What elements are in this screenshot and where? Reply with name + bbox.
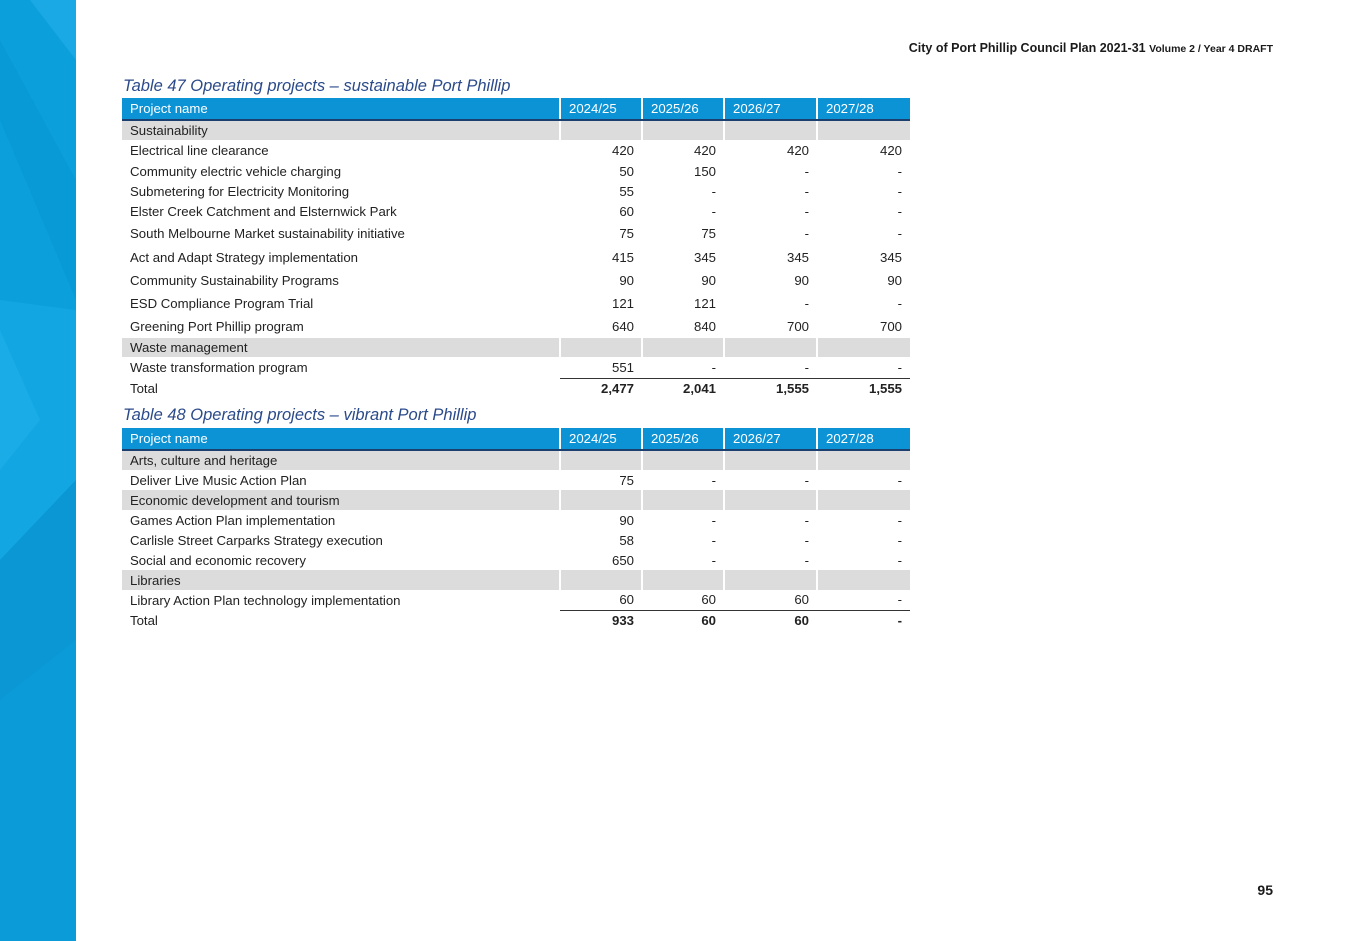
value-cell: - (804, 512, 809, 528)
section-empty-cell (817, 120, 910, 140)
value-cell: - (897, 472, 902, 488)
value-cell: 933 (560, 610, 642, 631)
value-cell: - (804, 552, 809, 568)
value-cell: - (804, 532, 809, 548)
project-name-cell: Community electric vehicle charging (130, 163, 342, 179)
value-cell: - (711, 532, 716, 548)
value-cell: - (817, 610, 910, 631)
section-empty-cell (724, 570, 817, 590)
value-cell: 60 (619, 592, 634, 608)
column-header-year: 2026/27 (724, 98, 817, 120)
value-cell: 1,555 (817, 378, 910, 399)
column-header-year: 2027/28 (817, 98, 910, 120)
section-row (122, 120, 910, 140)
operating-projects-table-sustainable (122, 98, 910, 399)
value-cell: - (897, 512, 902, 528)
value-cell: 150 (693, 163, 716, 179)
section-empty-cell (724, 450, 817, 470)
section-empty-cell (560, 450, 642, 470)
value-cell: 551 (611, 359, 634, 375)
section-empty-cell (642, 490, 724, 510)
document-title: City of Port Phillip Council Plan 2021-31 (908, 41, 1146, 55)
section-label: Arts, culture and heritage (122, 450, 560, 470)
value-cell: - (804, 359, 809, 375)
value-cell: - (804, 183, 809, 199)
value-cell: 58 (619, 532, 634, 548)
decorative-side-band (0, 0, 76, 941)
table-row (122, 292, 910, 314)
value-cell: - (711, 472, 716, 488)
value-cell: - (711, 552, 716, 568)
section-empty-cell (724, 120, 817, 140)
table-row (122, 269, 910, 292)
section-empty-cell (642, 120, 724, 140)
value-cell: 90 (887, 273, 902, 288)
value-cell: 640 (611, 318, 634, 334)
section-empty-cell (642, 570, 724, 590)
section-empty-cell (560, 338, 642, 357)
value-cell: 700 (786, 318, 809, 334)
project-name-cell: Waste transformation program (130, 360, 308, 375)
value-cell: - (804, 203, 809, 219)
value-cell: 420 (786, 143, 809, 158)
value-cell: 60 (642, 610, 724, 631)
document-header (909, 41, 1273, 55)
project-name-cell: Electrical line clearance (130, 143, 269, 158)
value-cell: 90 (619, 273, 634, 288)
value-cell: 60 (701, 592, 716, 608)
column-header-year: 2025/26 (642, 428, 724, 450)
value-cell: 121 (693, 295, 716, 311)
section-label: Sustainability (122, 120, 560, 140)
section-empty-cell (817, 450, 910, 470)
value-cell: 345 (693, 250, 716, 265)
column-header-year: 2024/25 (560, 428, 642, 450)
value-cell: - (897, 592, 902, 608)
value-cell: 75 (701, 226, 716, 241)
value-cell: 650 (611, 552, 634, 568)
table-row (122, 470, 910, 490)
project-name-cell: Games Action Plan implementation (130, 512, 336, 528)
section-empty-cell (817, 338, 910, 357)
table-row (122, 246, 910, 269)
value-cell: - (897, 532, 902, 548)
section-label: Libraries (122, 570, 560, 590)
project-name-cell: Submetering for Electricity Monitoring (130, 183, 350, 199)
value-cell: 121 (611, 295, 634, 311)
section-empty-cell (642, 338, 724, 357)
value-cell: - (804, 226, 809, 241)
column-header-year: 2026/27 (724, 428, 817, 450)
value-cell: - (804, 295, 809, 311)
section-empty-cell (817, 490, 910, 510)
project-name-cell: Elster Creek Catchment and Elsternwick Park (130, 203, 397, 219)
section-row (122, 338, 910, 357)
value-cell: - (711, 203, 716, 219)
value-cell: - (711, 359, 716, 375)
section-label: Economic development and tourism (122, 490, 560, 510)
value-cell: - (897, 163, 902, 179)
value-cell: 90 (701, 273, 716, 288)
table-header-row (122, 428, 910, 450)
project-name-cell: Greening Port Phillip program (130, 318, 304, 334)
value-cell: 1,555 (724, 378, 817, 399)
value-cell: 420 (879, 143, 902, 158)
value-cell: - (897, 203, 902, 219)
value-cell: 90 (619, 512, 634, 528)
value-cell: 345 (879, 250, 902, 265)
total-row (122, 378, 910, 399)
table-row (122, 161, 910, 181)
table-row (122, 357, 910, 378)
page-number: 95 (1257, 882, 1273, 898)
table-row (122, 201, 910, 221)
section-empty-cell (560, 120, 642, 140)
section-empty-cell (560, 570, 642, 590)
project-name-cell: Carlisle Street Carparks Strategy execution (130, 532, 383, 548)
table-row (122, 314, 910, 338)
operating-projects-table-vibrant (122, 428, 910, 631)
value-cell: 50 (619, 163, 634, 179)
table-row (122, 590, 910, 610)
section-empty-cell (560, 490, 642, 510)
document-subtitle: Volume 2 / Year 4 DRAFT (1149, 43, 1273, 55)
section-row (122, 450, 910, 470)
value-cell: 2,041 (642, 378, 724, 399)
section-row (122, 570, 910, 590)
project-name-cell: South Melbourne Market sustainability initiative (130, 226, 405, 241)
value-cell: 75 (619, 226, 634, 241)
project-name-cell: Deliver Live Music Action Plan (130, 472, 307, 488)
value-cell: 420 (693, 143, 716, 158)
value-cell: 2,477 (560, 378, 642, 399)
table-caption: Table 48 Operating projects – vibrant Port Phillip (123, 406, 477, 424)
table-row (122, 550, 910, 570)
section-empty-cell (817, 570, 910, 590)
value-cell: 90 (794, 273, 809, 288)
project-name-cell: Social and economic recovery (130, 552, 306, 568)
value-cell: 345 (786, 250, 809, 265)
project-name-cell: Community Sustainability Programs (130, 273, 339, 288)
value-cell: - (711, 183, 716, 199)
section-row (122, 490, 910, 510)
section-empty-cell (724, 490, 817, 510)
value-cell: 55 (619, 183, 634, 199)
value-cell: - (897, 226, 902, 241)
section-empty-cell (724, 338, 817, 357)
column-header-project-name: Project name (122, 98, 560, 120)
value-cell: 420 (611, 143, 634, 158)
project-name-cell: Total (130, 613, 158, 628)
value-cell: 60 (619, 203, 634, 219)
project-name-cell: ESD Compliance Program Trial (130, 295, 314, 311)
section-label: Waste management (122, 338, 560, 357)
value-cell: 700 (879, 318, 902, 334)
value-cell: 75 (619, 472, 634, 488)
value-cell: - (897, 183, 902, 199)
column-header-year: 2024/25 (560, 98, 642, 120)
value-cell: 840 (693, 318, 716, 334)
value-cell: - (897, 552, 902, 568)
section-empty-cell (642, 450, 724, 470)
value-cell: 415 (611, 250, 634, 265)
value-cell: - (804, 472, 809, 488)
project-name-cell: Library Action Plan technology implementation (130, 592, 401, 608)
column-header-project-name: Project name (122, 428, 560, 450)
value-cell: 60 (724, 610, 817, 631)
side-band-pattern (0, 0, 76, 941)
value-cell: - (804, 163, 809, 179)
table-caption: Table 47 Operating projects – sustainable Port Phillip (123, 77, 511, 95)
value-cell: 60 (794, 592, 809, 608)
project-name-cell: Total (130, 381, 158, 396)
column-header-year: 2025/26 (642, 98, 724, 120)
value-cell: - (897, 359, 902, 375)
project-name-cell: Act and Adapt Strategy implementation (130, 250, 358, 265)
table-header-row (122, 98, 910, 120)
value-cell: - (897, 295, 902, 311)
column-header-year: 2027/28 (817, 428, 910, 450)
value-cell: - (711, 512, 716, 528)
total-row (122, 610, 910, 631)
table-row (122, 221, 910, 246)
table-row (122, 530, 910, 550)
table-row (122, 510, 910, 530)
table-row (122, 140, 910, 161)
table-row (122, 181, 910, 201)
